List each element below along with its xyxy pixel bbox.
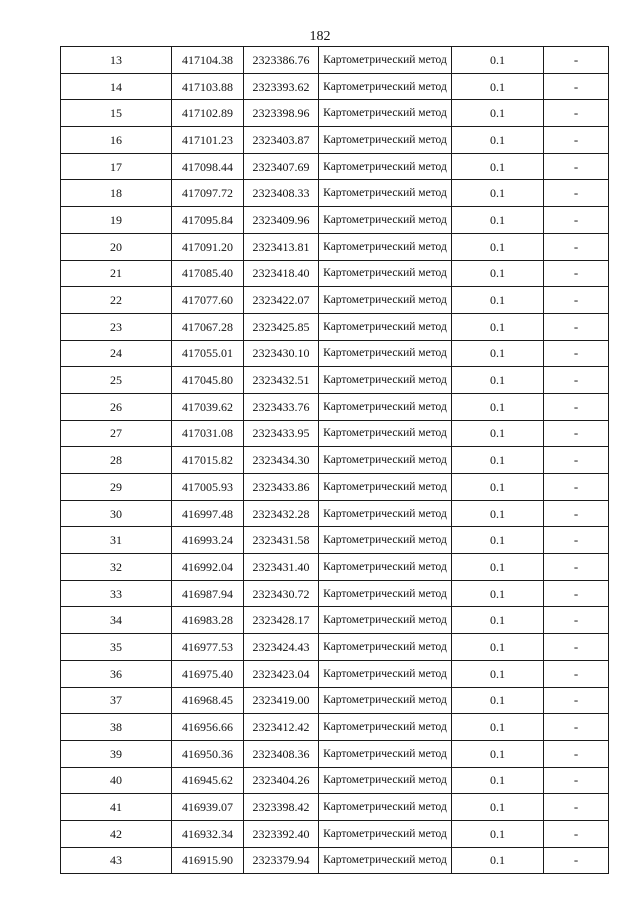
accuracy-cell: 0.1 xyxy=(452,287,544,314)
coordinate-y-cell: 2323408.33 xyxy=(244,180,319,207)
point-number-cell: 24 xyxy=(61,340,172,367)
accuracy-cell: 0.1 xyxy=(452,767,544,794)
method-cell: Картометрический метод xyxy=(319,500,452,527)
coordinate-y-cell: 2323409.96 xyxy=(244,207,319,234)
table-row xyxy=(61,340,609,367)
coordinate-x-cell: 416939.07 xyxy=(172,794,244,821)
method-cell: Картометрический метод xyxy=(319,47,452,74)
coordinates-table xyxy=(60,46,609,874)
coordinate-y-cell: 2323419.00 xyxy=(244,687,319,714)
table-row xyxy=(61,73,609,100)
accuracy-cell: 0.1 xyxy=(452,634,544,661)
point-number-cell: 22 xyxy=(61,287,172,314)
accuracy-cell: 0.1 xyxy=(452,153,544,180)
page-number: 182 xyxy=(309,29,331,44)
point-number-cell: 18 xyxy=(61,180,172,207)
method-cell: Картометрический метод xyxy=(319,847,452,874)
coordinate-y-cell: 2323403.87 xyxy=(244,127,319,154)
accuracy-cell: 0.1 xyxy=(452,47,544,74)
coordinate-x-cell: 417031.08 xyxy=(172,420,244,447)
coordinate-y-cell: 2323386.76 xyxy=(244,47,319,74)
coordinate-y-cell: 2323425.85 xyxy=(244,313,319,340)
point-number-cell: 17 xyxy=(61,153,172,180)
coordinate-y-cell: 2323418.40 xyxy=(244,260,319,287)
coordinates-table-body xyxy=(61,47,609,874)
point-number-cell: 37 xyxy=(61,687,172,714)
coordinate-x-cell: 416950.36 xyxy=(172,740,244,767)
method-cell: Картометрический метод xyxy=(319,127,452,154)
note-cell: - xyxy=(544,714,609,741)
coordinate-x-cell: 417085.40 xyxy=(172,260,244,287)
coordinate-y-cell: 2323428.17 xyxy=(244,607,319,634)
coordinate-y-cell: 2323407.69 xyxy=(244,153,319,180)
coordinate-x-cell: 417039.62 xyxy=(172,393,244,420)
table-row xyxy=(61,607,609,634)
method-cell: Картометрический метод xyxy=(319,233,452,260)
accuracy-cell: 0.1 xyxy=(452,740,544,767)
method-cell: Картометрический метод xyxy=(319,207,452,234)
coordinate-x-cell: 417103.88 xyxy=(172,73,244,100)
method-cell: Картометрический метод xyxy=(319,820,452,847)
table-row xyxy=(61,420,609,447)
accuracy-cell: 0.1 xyxy=(452,233,544,260)
coordinate-x-cell: 416945.62 xyxy=(172,767,244,794)
accuracy-cell: 0.1 xyxy=(452,847,544,874)
accuracy-cell: 0.1 xyxy=(452,340,544,367)
point-number-cell: 36 xyxy=(61,660,172,687)
accuracy-cell: 0.1 xyxy=(452,73,544,100)
method-cell: Картометрический метод xyxy=(319,367,452,394)
method-cell: Картометрический метод xyxy=(319,740,452,767)
table-row xyxy=(61,180,609,207)
coordinate-y-cell: 2323433.76 xyxy=(244,393,319,420)
coordinate-x-cell: 417077.60 xyxy=(172,287,244,314)
point-number-cell: 40 xyxy=(61,767,172,794)
point-number-cell: 21 xyxy=(61,260,172,287)
note-cell: - xyxy=(544,367,609,394)
method-cell: Картометрический метод xyxy=(319,287,452,314)
table-row xyxy=(61,820,609,847)
point-number-cell: 23 xyxy=(61,313,172,340)
coordinate-x-cell: 416977.53 xyxy=(172,634,244,661)
point-number-cell: 19 xyxy=(61,207,172,234)
note-cell: - xyxy=(544,740,609,767)
table-row xyxy=(61,47,609,74)
point-number-cell: 42 xyxy=(61,820,172,847)
note-cell: - xyxy=(544,847,609,874)
note-cell: - xyxy=(544,340,609,367)
note-cell: - xyxy=(544,233,609,260)
accuracy-cell: 0.1 xyxy=(452,794,544,821)
note-cell: - xyxy=(544,153,609,180)
table-row xyxy=(61,233,609,260)
table-row xyxy=(61,313,609,340)
coordinate-y-cell: 2323398.96 xyxy=(244,100,319,127)
accuracy-cell: 0.1 xyxy=(452,527,544,554)
method-cell: Картометрический метод xyxy=(319,260,452,287)
coordinate-y-cell: 2323424.43 xyxy=(244,634,319,661)
accuracy-cell: 0.1 xyxy=(452,313,544,340)
coordinate-x-cell: 416997.48 xyxy=(172,500,244,527)
coordinate-x-cell: 417097.72 xyxy=(172,180,244,207)
note-cell: - xyxy=(544,820,609,847)
coordinate-x-cell: 416956.66 xyxy=(172,714,244,741)
note-cell: - xyxy=(544,260,609,287)
method-cell: Картометрический метод xyxy=(319,687,452,714)
point-number-cell: 30 xyxy=(61,500,172,527)
point-number-cell: 26 xyxy=(61,393,172,420)
accuracy-cell: 0.1 xyxy=(452,554,544,581)
accuracy-cell: 0.1 xyxy=(452,714,544,741)
coordinate-y-cell: 2323422.07 xyxy=(244,287,319,314)
method-cell: Картометрический метод xyxy=(319,714,452,741)
coordinate-x-cell: 417067.28 xyxy=(172,313,244,340)
note-cell: - xyxy=(544,393,609,420)
table-row xyxy=(61,714,609,741)
method-cell: Картометрический метод xyxy=(319,634,452,661)
accuracy-cell: 0.1 xyxy=(452,367,544,394)
coordinate-x-cell: 416987.94 xyxy=(172,580,244,607)
point-number-cell: 27 xyxy=(61,420,172,447)
coordinate-y-cell: 2323398.42 xyxy=(244,794,319,821)
accuracy-cell: 0.1 xyxy=(452,180,544,207)
note-cell: - xyxy=(544,420,609,447)
accuracy-cell: 0.1 xyxy=(452,660,544,687)
coordinate-x-cell: 417101.23 xyxy=(172,127,244,154)
method-cell: Картометрический метод xyxy=(319,73,452,100)
note-cell: - xyxy=(544,607,609,634)
table-row xyxy=(61,500,609,527)
coordinate-x-cell: 417091.20 xyxy=(172,233,244,260)
note-cell: - xyxy=(544,794,609,821)
note-cell: - xyxy=(544,73,609,100)
note-cell: - xyxy=(544,287,609,314)
coordinate-x-cell: 416932.34 xyxy=(172,820,244,847)
method-cell: Картометрический метод xyxy=(319,607,452,634)
coordinate-y-cell: 2323392.40 xyxy=(244,820,319,847)
table-row xyxy=(61,474,609,501)
note-cell: - xyxy=(544,500,609,527)
note-cell: - xyxy=(544,47,609,74)
method-cell: Картометрический метод xyxy=(319,660,452,687)
table-row xyxy=(61,554,609,581)
coordinate-x-cell: 416968.45 xyxy=(172,687,244,714)
table-row xyxy=(61,153,609,180)
accuracy-cell: 0.1 xyxy=(452,127,544,154)
point-number-cell: 16 xyxy=(61,127,172,154)
point-number-cell: 14 xyxy=(61,73,172,100)
coordinate-y-cell: 2323432.28 xyxy=(244,500,319,527)
note-cell: - xyxy=(544,447,609,474)
table-row xyxy=(61,687,609,714)
table-row xyxy=(61,127,609,154)
point-number-cell: 15 xyxy=(61,100,172,127)
coordinate-y-cell: 2323412.42 xyxy=(244,714,319,741)
coordinate-x-cell: 417098.44 xyxy=(172,153,244,180)
point-number-cell: 29 xyxy=(61,474,172,501)
coordinate-x-cell: 416993.24 xyxy=(172,527,244,554)
coordinate-y-cell: 2323379.94 xyxy=(244,847,319,874)
coordinate-x-cell: 417095.84 xyxy=(172,207,244,234)
coordinate-x-cell: 417104.38 xyxy=(172,47,244,74)
table-row xyxy=(61,260,609,287)
coordinate-x-cell: 417005.93 xyxy=(172,474,244,501)
method-cell: Картометрический метод xyxy=(319,794,452,821)
method-cell: Картометрический метод xyxy=(319,153,452,180)
method-cell: Картометрический метод xyxy=(319,767,452,794)
point-number-cell: 34 xyxy=(61,607,172,634)
point-number-cell: 25 xyxy=(61,367,172,394)
note-cell: - xyxy=(544,207,609,234)
method-cell: Картометрический метод xyxy=(319,313,452,340)
coordinate-x-cell: 416983.28 xyxy=(172,607,244,634)
accuracy-cell: 0.1 xyxy=(452,500,544,527)
coordinate-y-cell: 2323413.81 xyxy=(244,233,319,260)
note-cell: - xyxy=(544,313,609,340)
accuracy-cell: 0.1 xyxy=(452,580,544,607)
coordinate-y-cell: 2323434.30 xyxy=(244,447,319,474)
accuracy-cell: 0.1 xyxy=(452,474,544,501)
accuracy-cell: 0.1 xyxy=(452,420,544,447)
note-cell: - xyxy=(544,580,609,607)
table-row xyxy=(61,847,609,874)
coordinate-y-cell: 2323433.95 xyxy=(244,420,319,447)
method-cell: Картометрический метод xyxy=(319,447,452,474)
coordinate-x-cell: 416915.90 xyxy=(172,847,244,874)
method-cell: Картометрический метод xyxy=(319,527,452,554)
note-cell: - xyxy=(544,554,609,581)
coordinate-y-cell: 2323431.58 xyxy=(244,527,319,554)
coordinate-x-cell: 416992.04 xyxy=(172,554,244,581)
table-row xyxy=(61,634,609,661)
method-cell: Картометрический метод xyxy=(319,100,452,127)
table-row xyxy=(61,367,609,394)
coordinate-y-cell: 2323408.36 xyxy=(244,740,319,767)
coordinate-y-cell: 2323432.51 xyxy=(244,367,319,394)
table-row xyxy=(61,447,609,474)
note-cell: - xyxy=(544,767,609,794)
table-row xyxy=(61,580,609,607)
method-cell: Картометрический метод xyxy=(319,580,452,607)
note-cell: - xyxy=(544,100,609,127)
method-cell: Картометрический метод xyxy=(319,340,452,367)
accuracy-cell: 0.1 xyxy=(452,207,544,234)
point-number-cell: 31 xyxy=(61,527,172,554)
accuracy-cell: 0.1 xyxy=(452,607,544,634)
note-cell: - xyxy=(544,180,609,207)
accuracy-cell: 0.1 xyxy=(452,447,544,474)
coordinate-x-cell: 417015.82 xyxy=(172,447,244,474)
accuracy-cell: 0.1 xyxy=(452,100,544,127)
point-number-cell: 39 xyxy=(61,740,172,767)
point-number-cell: 13 xyxy=(61,47,172,74)
coordinate-y-cell: 2323430.10 xyxy=(244,340,319,367)
table-row xyxy=(61,393,609,420)
accuracy-cell: 0.1 xyxy=(452,687,544,714)
point-number-cell: 33 xyxy=(61,580,172,607)
coordinate-y-cell: 2323404.26 xyxy=(244,767,319,794)
coordinate-y-cell: 2323393.62 xyxy=(244,73,319,100)
table-row xyxy=(61,100,609,127)
accuracy-cell: 0.1 xyxy=(452,820,544,847)
method-cell: Картометрический метод xyxy=(319,420,452,447)
note-cell: - xyxy=(544,687,609,714)
accuracy-cell: 0.1 xyxy=(452,260,544,287)
method-cell: Картометрический метод xyxy=(319,180,452,207)
method-cell: Картометрический метод xyxy=(319,554,452,581)
table-row xyxy=(61,794,609,821)
point-number-cell: 32 xyxy=(61,554,172,581)
coordinate-x-cell: 416975.40 xyxy=(172,660,244,687)
coordinate-x-cell: 417055.01 xyxy=(172,340,244,367)
coordinate-x-cell: 417045.80 xyxy=(172,367,244,394)
coordinate-y-cell: 2323430.72 xyxy=(244,580,319,607)
method-cell: Картометрический метод xyxy=(319,474,452,501)
point-number-cell: 43 xyxy=(61,847,172,874)
note-cell: - xyxy=(544,634,609,661)
table-row xyxy=(61,660,609,687)
table-row xyxy=(61,767,609,794)
coordinate-y-cell: 2323431.40 xyxy=(244,554,319,581)
point-number-cell: 41 xyxy=(61,794,172,821)
coordinate-y-cell: 2323433.86 xyxy=(244,474,319,501)
point-number-cell: 28 xyxy=(61,447,172,474)
note-cell: - xyxy=(544,127,609,154)
table-row xyxy=(61,287,609,314)
note-cell: - xyxy=(544,660,609,687)
note-cell: - xyxy=(544,474,609,501)
table-row xyxy=(61,527,609,554)
coordinate-y-cell: 2323423.04 xyxy=(244,660,319,687)
table-row xyxy=(61,207,609,234)
method-cell: Картометрический метод xyxy=(319,393,452,420)
point-number-cell: 20 xyxy=(61,233,172,260)
accuracy-cell: 0.1 xyxy=(452,393,544,420)
point-number-cell: 35 xyxy=(61,634,172,661)
table-row xyxy=(61,740,609,767)
coordinate-x-cell: 417102.89 xyxy=(172,100,244,127)
note-cell: - xyxy=(544,527,609,554)
point-number-cell: 38 xyxy=(61,714,172,741)
